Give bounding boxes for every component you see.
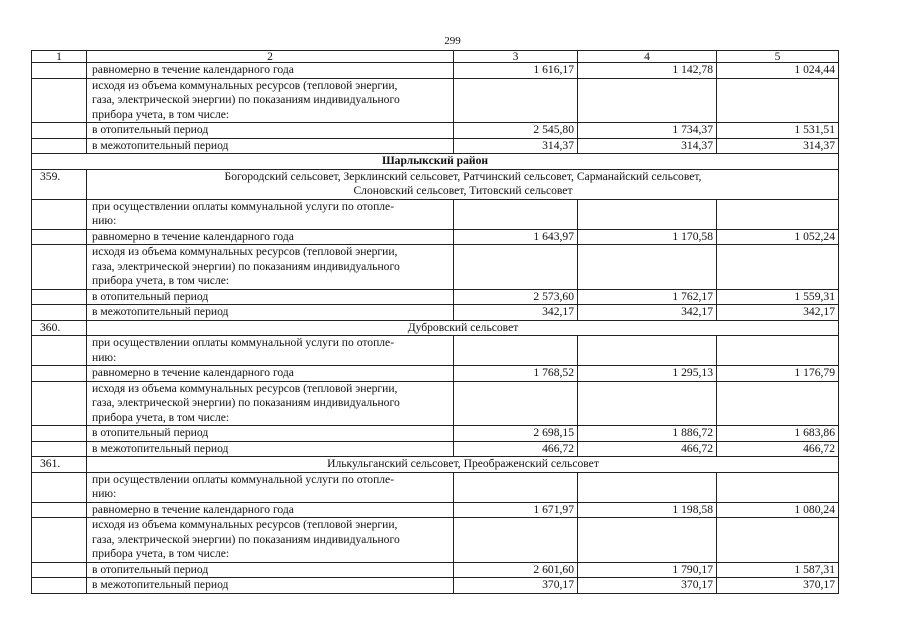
table-row bbox=[32, 289, 839, 305]
value-cell: 1 142,78 bbox=[578, 63, 717, 79]
index-cell bbox=[32, 336, 87, 366]
index-cell bbox=[32, 138, 87, 154]
section-number: 359. bbox=[32, 169, 87, 199]
index-cell bbox=[32, 199, 87, 229]
value-cell: 1 762,17 bbox=[578, 289, 717, 305]
value-cell bbox=[717, 472, 839, 502]
value-cell bbox=[454, 199, 578, 229]
value-cell bbox=[578, 78, 717, 123]
value-cell: 2 601,60 bbox=[454, 562, 578, 578]
value-cell bbox=[578, 518, 717, 563]
index-cell bbox=[32, 366, 87, 382]
section-header-row bbox=[32, 169, 839, 199]
row-label: в отопительный период bbox=[87, 289, 454, 305]
section-header-row bbox=[32, 457, 839, 473]
value-cell: 1 170,58 bbox=[578, 229, 717, 245]
value-cell: 466,72 bbox=[717, 441, 839, 457]
table-row bbox=[32, 305, 839, 321]
value-cell: 1 295,13 bbox=[578, 366, 717, 382]
section-title: Дубровский сельсовет bbox=[87, 320, 839, 336]
value-cell: 1 683,86 bbox=[717, 426, 839, 442]
table-row bbox=[32, 441, 839, 457]
table-row bbox=[32, 472, 839, 502]
row-label: равномерно в течение календарного года bbox=[87, 63, 454, 79]
row-label: при осуществлении оплаты коммунальной услуги по отопле- нию: bbox=[87, 472, 454, 502]
section-title: Илькульганский сельсовет, Преображенский сельсовет bbox=[87, 457, 839, 473]
index-cell bbox=[32, 229, 87, 245]
row-label: в межотопительный период bbox=[87, 305, 454, 321]
row-label: исходя из объема коммунальных ресурсов (тепловой энергии, газа, электрической энергии) по показаниям индивидуального прибора учета, в том числе: bbox=[87, 381, 454, 426]
value-cell bbox=[717, 245, 839, 290]
table-row bbox=[32, 426, 839, 442]
table-row bbox=[32, 199, 839, 229]
index-cell bbox=[32, 578, 87, 594]
value-cell bbox=[717, 336, 839, 366]
value-cell: 314,37 bbox=[717, 138, 839, 154]
value-cell: 2 698,15 bbox=[454, 426, 578, 442]
table-row bbox=[32, 518, 839, 563]
value-cell bbox=[578, 472, 717, 502]
value-cell: 466,72 bbox=[578, 441, 717, 457]
value-cell bbox=[578, 381, 717, 426]
value-cell bbox=[454, 381, 578, 426]
value-cell: 1 768,52 bbox=[454, 366, 578, 382]
value-cell: 1 198,58 bbox=[578, 502, 717, 518]
index-cell bbox=[32, 502, 87, 518]
column-header: 5 bbox=[717, 51, 839, 63]
row-label: в отопительный период bbox=[87, 562, 454, 578]
value-cell: 1 790,17 bbox=[578, 562, 717, 578]
row-label: равномерно в течение календарного года bbox=[87, 366, 454, 382]
value-cell: 2 573,60 bbox=[454, 289, 578, 305]
value-cell bbox=[454, 336, 578, 366]
index-cell bbox=[32, 426, 87, 442]
row-label: в межотопительный период bbox=[87, 138, 454, 154]
district-title: Шарлыкский район bbox=[32, 154, 839, 170]
value-cell: 342,17 bbox=[578, 305, 717, 321]
index-cell bbox=[32, 381, 87, 426]
value-cell: 1 671,97 bbox=[454, 502, 578, 518]
table-row bbox=[32, 123, 839, 139]
value-cell bbox=[578, 336, 717, 366]
row-label: в отопительный период bbox=[87, 123, 454, 139]
index-cell bbox=[32, 245, 87, 290]
value-cell bbox=[717, 78, 839, 123]
row-label: при осуществлении оплаты коммунальной услуги по отопле- нию: bbox=[87, 199, 454, 229]
section-title: Богородский сельсовет, Зерклинский сельсовет, Ратчинский сельсовет, Сарманайский сельсовет, Слоновский сельсовет, Титовский сельсовет bbox=[87, 169, 839, 199]
value-cell bbox=[717, 518, 839, 563]
tariff-table bbox=[31, 50, 839, 594]
value-cell: 1 886,72 bbox=[578, 426, 717, 442]
value-cell: 1 734,37 bbox=[578, 123, 717, 139]
column-header: 2 bbox=[87, 51, 454, 63]
value-cell: 342,17 bbox=[717, 305, 839, 321]
value-cell: 2 545,80 bbox=[454, 123, 578, 139]
section-header-row bbox=[32, 320, 839, 336]
table-row bbox=[32, 366, 839, 382]
table-row bbox=[32, 562, 839, 578]
index-cell bbox=[32, 441, 87, 457]
district-row bbox=[32, 154, 839, 170]
index-cell bbox=[32, 63, 87, 79]
value-cell bbox=[578, 245, 717, 290]
index-cell bbox=[32, 472, 87, 502]
section-number: 361. bbox=[32, 457, 87, 473]
column-header: 3 bbox=[454, 51, 578, 63]
value-cell: 1 616,17 bbox=[454, 63, 578, 79]
column-header-row bbox=[32, 51, 839, 63]
table-row bbox=[32, 138, 839, 154]
value-cell bbox=[454, 518, 578, 563]
value-cell bbox=[454, 472, 578, 502]
page-number: 299 bbox=[444, 35, 461, 47]
row-label: исходя из объема коммунальных ресурсов (тепловой энергии, газа, электрической энергии) по показаниям индивидуального прибора учета, в том числе: bbox=[87, 518, 454, 563]
value-cell bbox=[578, 199, 717, 229]
table-row bbox=[32, 78, 839, 123]
value-cell: 314,37 bbox=[578, 138, 717, 154]
value-cell: 466,72 bbox=[454, 441, 578, 457]
value-cell bbox=[717, 199, 839, 229]
row-label: в отопительный период bbox=[87, 426, 454, 442]
value-cell: 1 176,79 bbox=[717, 366, 839, 382]
value-cell: 1 559,31 bbox=[717, 289, 839, 305]
row-label: в межотопительный период bbox=[87, 441, 454, 457]
table-row bbox=[32, 336, 839, 366]
row-label: в межотопительный период bbox=[87, 578, 454, 594]
row-label: равномерно в течение календарного года bbox=[87, 502, 454, 518]
table-row bbox=[32, 578, 839, 594]
column-header: 1 bbox=[32, 51, 87, 63]
row-label: исходя из объема коммунальных ресурсов (тепловой энергии, газа, электрической энергии) по показаниям индивидуального прибора учета, в том числе: bbox=[87, 78, 454, 123]
index-cell bbox=[32, 78, 87, 123]
index-cell bbox=[32, 123, 87, 139]
index-cell bbox=[32, 289, 87, 305]
table-row bbox=[32, 63, 839, 79]
value-cell: 370,17 bbox=[578, 578, 717, 594]
value-cell: 370,17 bbox=[454, 578, 578, 594]
value-cell: 1 024,44 bbox=[717, 63, 839, 79]
value-cell bbox=[454, 78, 578, 123]
column-header: 4 bbox=[578, 51, 717, 63]
value-cell bbox=[717, 381, 839, 426]
index-cell bbox=[32, 518, 87, 563]
table-row bbox=[32, 229, 839, 245]
table-row bbox=[32, 245, 839, 290]
value-cell: 342,17 bbox=[454, 305, 578, 321]
row-label: равномерно в течение календарного года bbox=[87, 229, 454, 245]
index-cell bbox=[32, 562, 87, 578]
row-label: при осуществлении оплаты коммунальной услуги по отопле- нию: bbox=[87, 336, 454, 366]
table-row bbox=[32, 381, 839, 426]
value-cell: 1 643,97 bbox=[454, 229, 578, 245]
value-cell: 1 531,51 bbox=[717, 123, 839, 139]
row-label: исходя из объема коммунальных ресурсов (тепловой энергии, газа, электрической энергии) по показаниям индивидуального прибора учета, в том числе: bbox=[87, 245, 454, 290]
value-cell: 370,17 bbox=[717, 578, 839, 594]
table-row bbox=[32, 502, 839, 518]
value-cell: 1 052,24 bbox=[717, 229, 839, 245]
value-cell: 1 080,24 bbox=[717, 502, 839, 518]
value-cell bbox=[454, 245, 578, 290]
value-cell: 1 587,31 bbox=[717, 562, 839, 578]
value-cell: 314,37 bbox=[454, 138, 578, 154]
index-cell bbox=[32, 305, 87, 321]
section-number: 360. bbox=[32, 320, 87, 336]
